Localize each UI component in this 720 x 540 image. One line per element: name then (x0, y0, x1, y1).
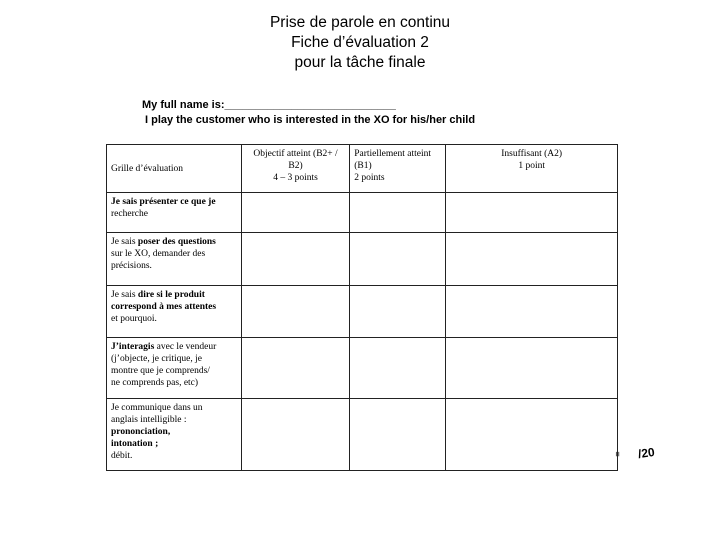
score-cell[interactable] (241, 193, 349, 233)
criterion-text: Je sais (111, 290, 138, 300)
header-level-partial (350, 145, 446, 193)
criterion-text: sur le XO, demander des précisions. (111, 249, 206, 271)
title-line-2: Fiche d’évaluation 2 (291, 34, 429, 51)
score-cell[interactable] (350, 286, 446, 338)
score-cell[interactable] (350, 399, 446, 471)
role-description: I play the customer who is interested in the XO for his/her child (145, 114, 476, 126)
criterion-emphasis: J’interagis (111, 342, 155, 352)
grid-header-row (107, 145, 618, 193)
criterion-text: recherche (111, 209, 148, 219)
header-level-insufficient (446, 145, 618, 193)
criterion-text: avec le vendeur (j’objecte, je critique, je montre que je comprends/ ne comprends pas, etc) (111, 342, 217, 388)
table-row (107, 399, 618, 471)
score-cell[interactable] (446, 193, 618, 233)
header-criteria-label: Grille d’évaluation (111, 164, 184, 174)
table-row (107, 286, 618, 338)
criterion-emphasis: Je sais présenter ce que je (111, 197, 216, 207)
score-cell[interactable] (241, 338, 349, 399)
header-level-partial-label: Partiellement atteint (B1) 2 points (354, 149, 431, 183)
table-row (107, 233, 618, 286)
score-cell[interactable] (446, 399, 618, 471)
header-criteria (107, 145, 242, 193)
criterion-text: et pourquoi. (111, 314, 157, 324)
score-cell[interactable] (446, 338, 618, 399)
criterion-cell (107, 286, 242, 338)
name-field-label: My full name is:____________________________ (142, 99, 396, 111)
score-cell[interactable] (350, 338, 446, 399)
criterion-cell (107, 193, 242, 233)
student-info (142, 98, 475, 128)
criterion-text: Je sais (111, 237, 138, 247)
score-total-label: /20 (637, 444, 656, 462)
criterion-cell (107, 233, 242, 286)
table-row (107, 338, 618, 399)
title-line-3: pour la tâche finale (294, 54, 426, 71)
score-cell[interactable] (241, 399, 349, 471)
criterion-emphasis: prononciation, intonation ; (111, 427, 171, 449)
table-row (107, 193, 618, 233)
criterion-cell (107, 399, 242, 471)
score-equals-sign: = (612, 451, 623, 457)
score-cell[interactable] (350, 233, 446, 286)
criterion-cell (107, 338, 242, 399)
score-cell[interactable] (350, 193, 446, 233)
score-cell[interactable] (446, 233, 618, 286)
header-level-achieved (241, 145, 349, 193)
header-level-insufficient-label: Insuffisant (A2) 1 point (501, 149, 563, 171)
total-score (612, 444, 656, 462)
score-cell[interactable] (446, 286, 618, 338)
criterion-emphasis: dire si le produit correspond à mes attentes (111, 290, 217, 312)
score-cell[interactable] (241, 233, 349, 286)
criterion-text: débit. (111, 451, 133, 461)
evaluation-grid (106, 144, 618, 471)
criterion-emphasis: poser des questions (137, 237, 216, 247)
header-level-achieved-label: Objectif atteint (B2+ / B2) 4 – 3 points (253, 149, 338, 183)
title-line-1: Prise de parole en continu (269, 14, 451, 31)
criterion-text: Je communique dans un anglais intelligible : (111, 403, 203, 425)
score-cell[interactable] (241, 286, 349, 338)
page-title (0, 13, 720, 73)
